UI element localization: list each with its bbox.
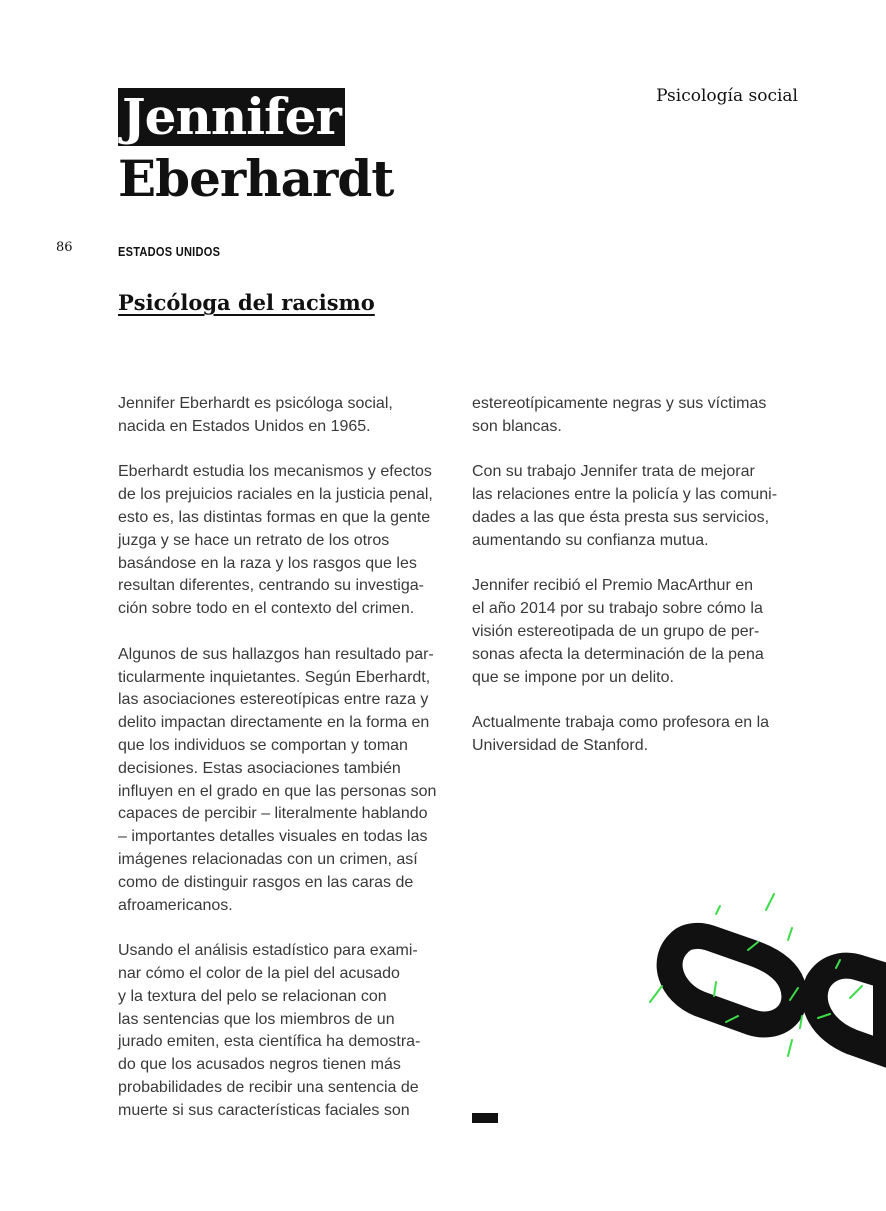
text-line: Algunos de sus hallazgos han resultado par- — [118, 645, 434, 663]
spark-line — [766, 894, 774, 910]
text-line: sonas afecta la determinación de la pena — [472, 645, 764, 663]
article-subtitle: Psicóloga del racismo — [118, 290, 375, 315]
spark-line — [716, 906, 720, 914]
paragraph — [118, 940, 448, 1122]
spark-line — [788, 928, 792, 940]
paragraph — [118, 644, 448, 918]
text-line: que los individuos se comportan y toman — [118, 736, 408, 754]
title-first-name: Jennifer — [118, 88, 345, 146]
text-line: Eberhardt estudia los mecanismos y efectos — [118, 463, 432, 481]
spark-line — [788, 1040, 792, 1056]
text-line: Con su trabajo Jennifer trata de mejorar — [472, 463, 755, 481]
country-label: ESTADOS UNIDOS — [118, 244, 221, 259]
text-line: Jennifer Eberhardt es psicóloga social, — [118, 395, 393, 412]
spark-line — [850, 986, 862, 998]
text-line: Universidad de Stanford. — [472, 736, 649, 754]
text-line: son blancas. — [472, 417, 562, 435]
chain-link-left — [670, 936, 795, 1025]
paragraph — [118, 393, 448, 439]
spark-line — [714, 982, 716, 996]
paragraph — [118, 461, 448, 621]
text-line: imágenes relacionadas con un crimen, así — [118, 850, 418, 868]
text-line: las sentencias que los miembros de un — [118, 1010, 395, 1028]
text-line: delito impactan directamente en la forma en — [118, 714, 430, 732]
right-column — [472, 393, 802, 781]
text-line: decisiones. Estas asociaciones también — [118, 759, 401, 777]
spark-line — [650, 986, 662, 1002]
paragraph — [472, 575, 802, 689]
text-line: do que los acusados negros tienen más — [118, 1056, 401, 1074]
text-line: de los prejuicios raciales en la justicia penal, — [118, 486, 433, 504]
text-line: nacida en Estados Unidos en 1965. — [118, 417, 371, 435]
text-line: influyen en el grado en que las personas son — [118, 782, 437, 800]
text-line: ticularmente inquietantes. Según Eberhardt, — [118, 668, 431, 686]
text-line: visión estereotipada de un grupo de per- — [472, 622, 760, 640]
text-line: afroamericanos. — [118, 896, 233, 914]
title-last-name: Eberhardt — [118, 149, 394, 208]
text-line: muerte si sus características faciales son — [118, 1101, 410, 1119]
text-line: nar cómo el color de la piel del acusado — [118, 964, 400, 982]
title-block — [118, 86, 393, 210]
text-line: como de distinguir rasgos en las caras de — [118, 873, 414, 891]
text-line: Usando el análisis estadístico para exami- — [118, 942, 418, 960]
text-line: el año 2014 por su trabajo sobre cómo la — [472, 600, 763, 618]
text-line: Jennifer recibió el Premio MacArthur en — [472, 577, 754, 595]
paragraph — [472, 712, 802, 758]
page-number: 86 — [56, 240, 73, 255]
paragraph — [472, 461, 802, 552]
chain-link-right — [815, 966, 886, 1054]
text-line: basándose en la raza y los rasgos que les — [118, 554, 417, 572]
broken-chain-icon — [640, 880, 886, 1080]
text-line: ción sobre todo en el contexto del crimen. — [118, 600, 415, 618]
text-line: jurado emiten, esta científica ha demostra- — [118, 1033, 421, 1051]
text-line: aumentando su confianza mutua. — [472, 531, 709, 549]
text-line: Actualmente trabaja como profesora en la — [472, 714, 770, 732]
text-line: las asociaciones estereotípicas entre raza y — [118, 691, 429, 709]
text-line: resultan diferentes, centrando su investiga- — [118, 577, 424, 595]
text-line: las relaciones entre la policía y las comuni- — [472, 486, 778, 504]
paragraph — [472, 393, 802, 439]
text-line: dades a las que ésta presta sus servicios, — [472, 508, 770, 526]
text-line: probabilidades de recibir una sentencia de — [118, 1078, 419, 1096]
text-line: y la textura del pelo se relacionan con — [118, 987, 387, 1005]
text-line: – importantes detalles visuales en todas las — [118, 828, 428, 846]
text-line: que se impone por un delito. — [472, 668, 674, 686]
text-line: esto es, las distintas formas en que la gente — [118, 508, 431, 526]
end-mark — [472, 1113, 498, 1123]
text-line: juzga y se hace un retrato de los otros — [118, 531, 390, 549]
text-line: estereotípicamente negras y sus víctimas — [472, 395, 767, 412]
text-line: capaces de percibir – literalmente hablando — [118, 805, 428, 823]
left-column — [118, 393, 448, 1145]
section-label: Psicología social — [656, 86, 798, 106]
